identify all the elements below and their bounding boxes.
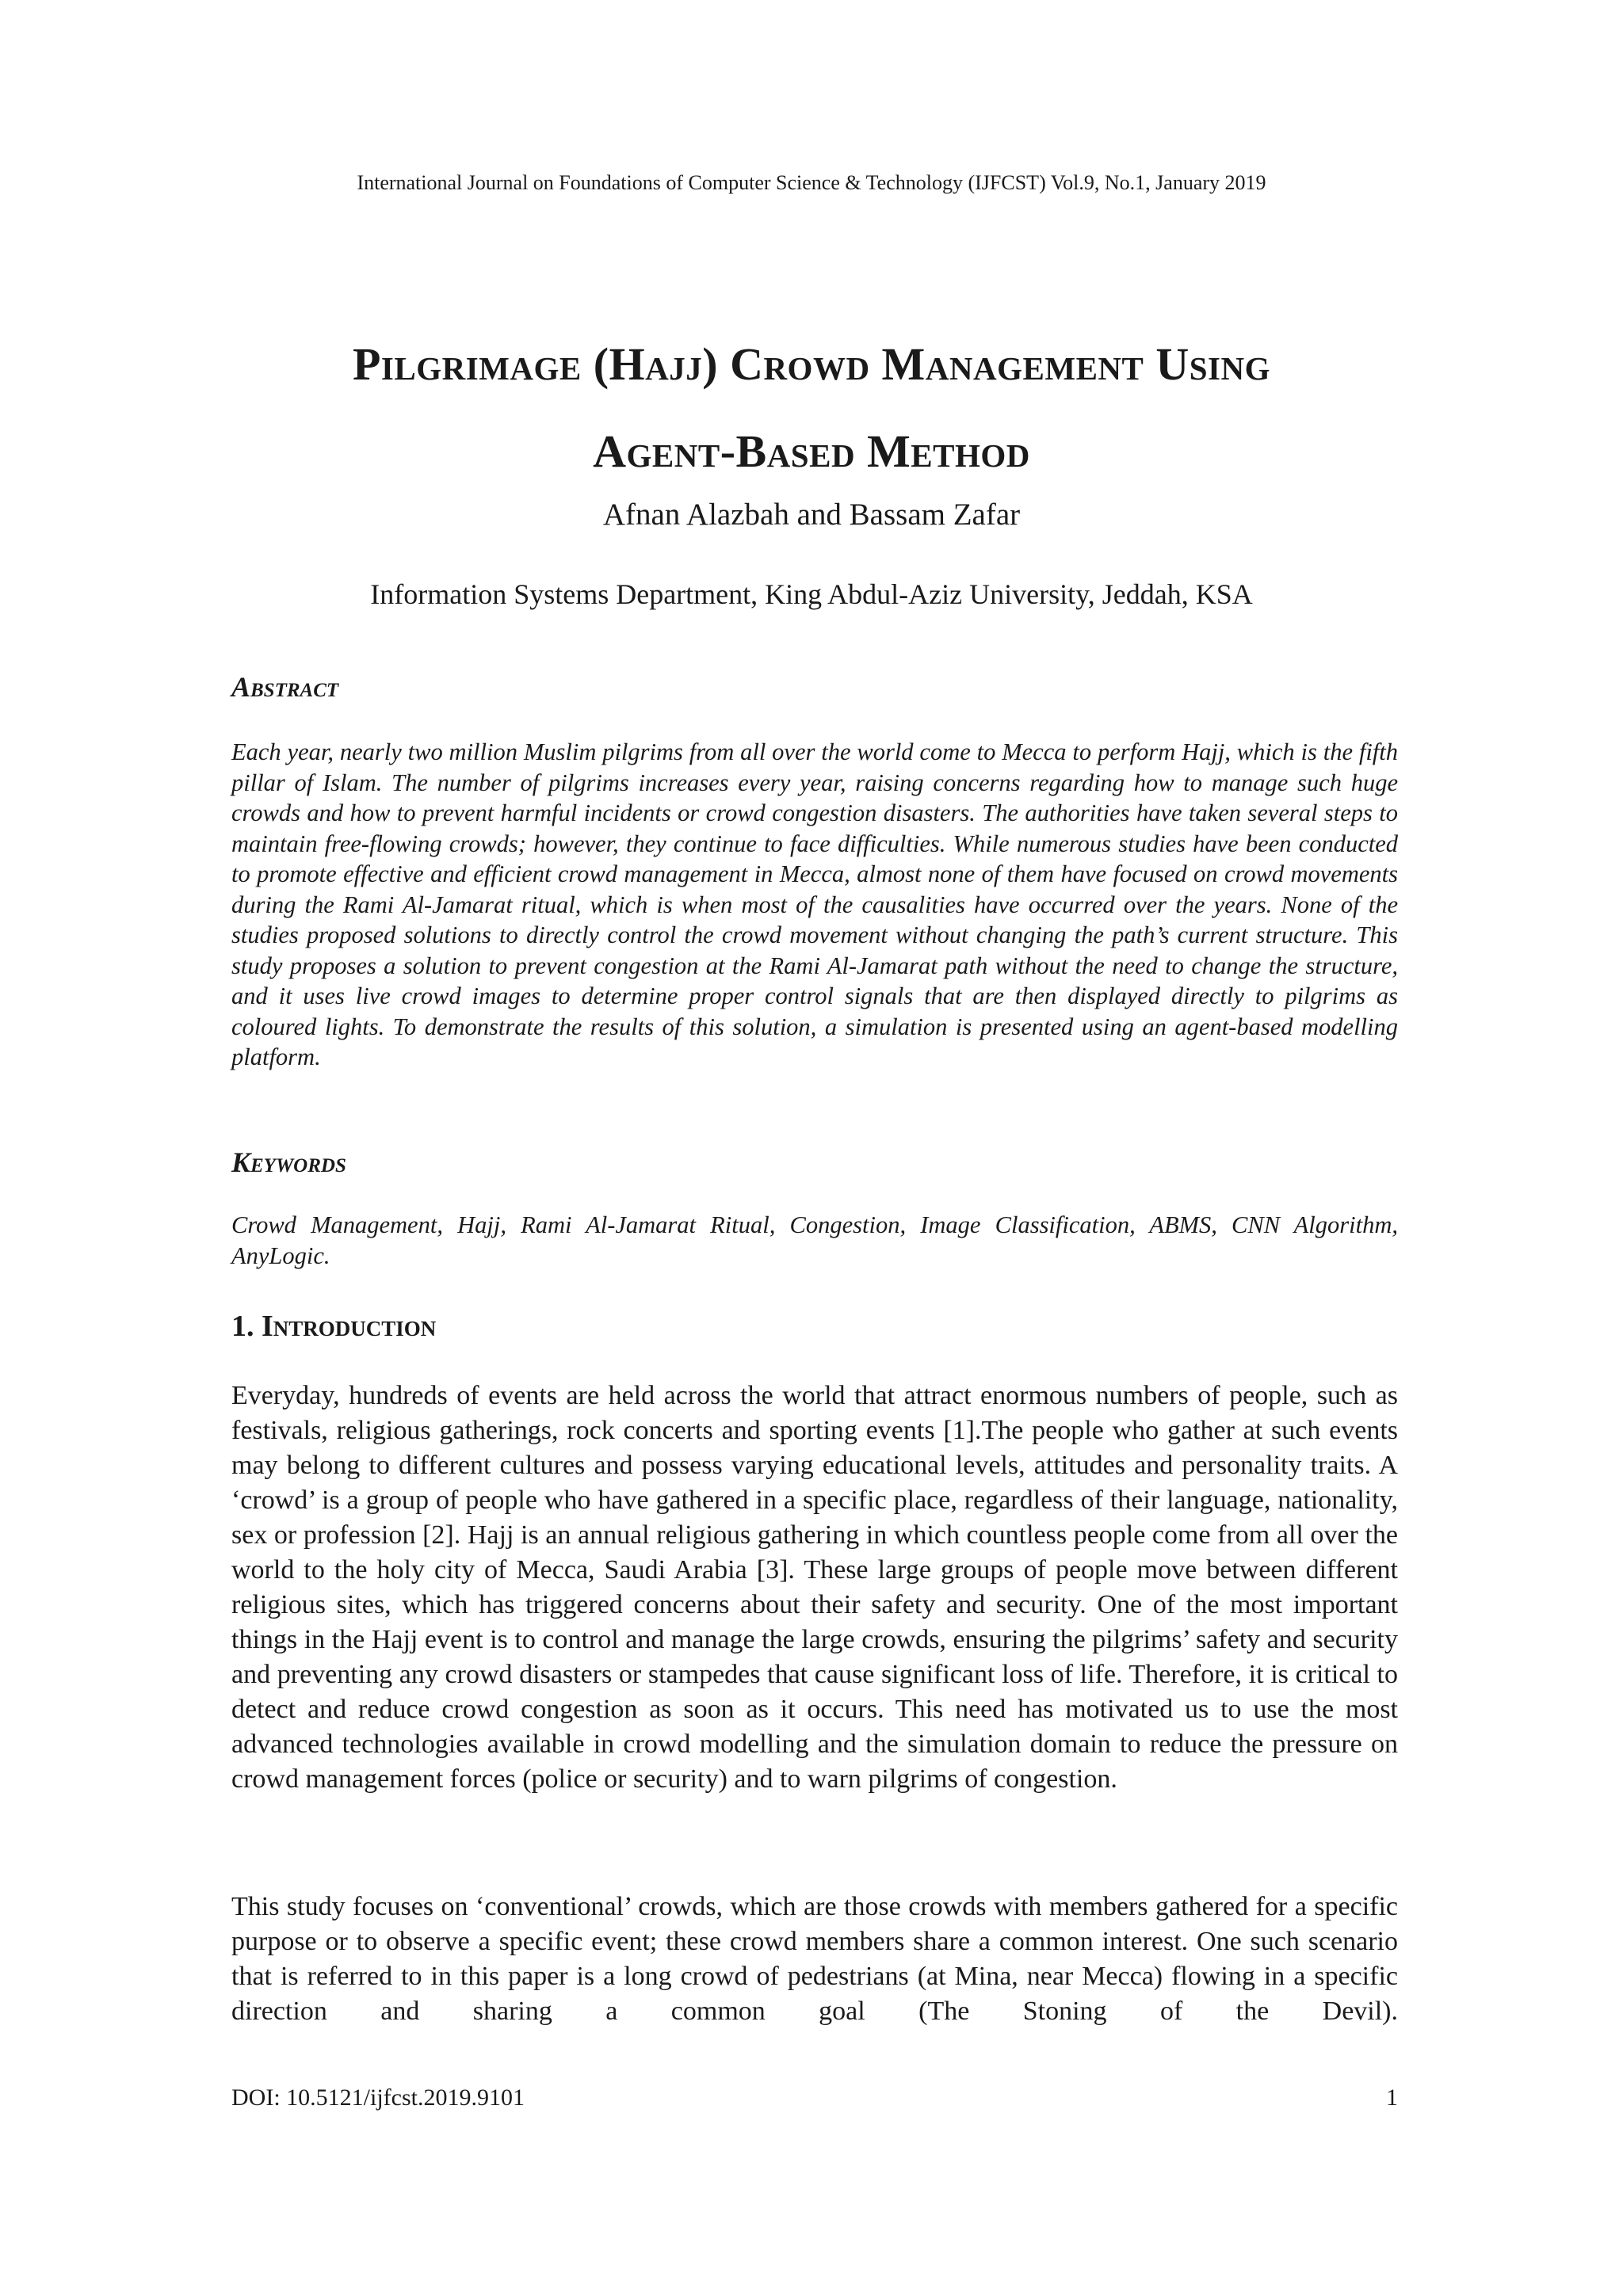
title-line-2: Agent-Based Method: [593, 425, 1030, 477]
page-number: 1: [1386, 2084, 1398, 2111]
affiliation: Information Systems Department, King Abdul-Aziz University, Jeddah, KSA: [370, 578, 1253, 610]
title-line-1: Pilgrimage (Hajj) Crowd Management Using: [352, 338, 1271, 390]
abstract-text: Each year, nearly two million Muslim pilgrims from all over the world come to Mecca to perform Hajj, which is the fifth pillar of Islam. The number of pilgrims increases every year, raising concerns regarding how to manage such huge crowds and how to prevent harmful incidents or crowd congestion disasters. The authorities have taken several steps to maintain free-flowing crowds; however, they continue to face difficulties. While numerous studies have been conducted to promote effective and efficient crowd management in Mecca, almost none of them have focused on crowd movements during the Rami Al-Jamarat ritual, which is when most of the causalities have occurred over the years. None of the studies proposed solutions to directly control the crowd movement without changing the path’s current structure. This study proposes a solution to prevent congestion at the Rami Al-Jamarat path without the need to change the structure, and it uses live crowd images to determine proper control signals that are then displayed directly to pilgrims as coloured lights. To demonstrate the results of this solution, a simulation is presented using an agent-based modelling platform.: [231, 738, 1398, 1070]
introduction-paragraph-1: Everyday, hundreds of events are held across the world that attract enormous numbers of people, such as festivals, religious gatherings, rock concerts and sporting events [1].The people who gather at such events may belong to different cultures and possess varying educational levels, attitudes and personality traits. A ‘crowd’ is a group of people who have gathered in a specific place, regardless of their language, nationality, sex or profession [2]. Hajj is an annual religious gathering in which countless people come from all over the world to the holy city of Mecca, Saudi Arabia [3]. These large groups of people move between different religious sites, which has triggered concerns about their safety and security. One of the most important things in the Hajj event is to control and manage the large crowds, ensuring the pilgrims’ safety and security and preventing any crowd disasters or stampedes that cause significant loss of life. Therefore, it is critical to detect and reduce crowd congestion as soon as it occurs. This need has motivated us to use the most advanced technologies available in crowd modelling and the simulation domain to reduce the pressure on crowd management forces (police or security) and to warn pilgrims of congestion.: [231, 1381, 1398, 1794]
introduction-paragraph-2: This study focuses on ‘conventional’ crowds, which are those crowds with members gathered for a specific purpose or to observe a specific event; these crowd members share a common interest. One such scenario that is referred to in this paper is a long crowd of pedestrians (at Mina, near Mecca) flowing in a specific direction and sharing a common goal (The Stoning of the Devil).: [231, 1892, 1398, 2026]
authors: Afnan Alazbah and Bassam Zafar: [602, 498, 1021, 532]
introduction-heading: 1. Introduction: [231, 1310, 437, 1343]
paper-title: [158, 321, 1465, 495]
running-header: International Journal on Foundations of Computer Science & Technology (IJFCST) Vol.9, No.1, January 2019: [357, 171, 1266, 194]
keywords-heading: Keywords: [231, 1146, 346, 1178]
keywords-text: Crowd Management, Hajj, Rami Al-Jamarat Ritual, Congestion, Image Classification, ABMS, CNN Algorithm, AnyLogic.: [231, 1211, 1398, 1269]
footer-doi: DOI: 10.5121/ijfcst.2019.9101: [231, 2084, 525, 2111]
abstract-heading: Abstract: [231, 671, 339, 703]
